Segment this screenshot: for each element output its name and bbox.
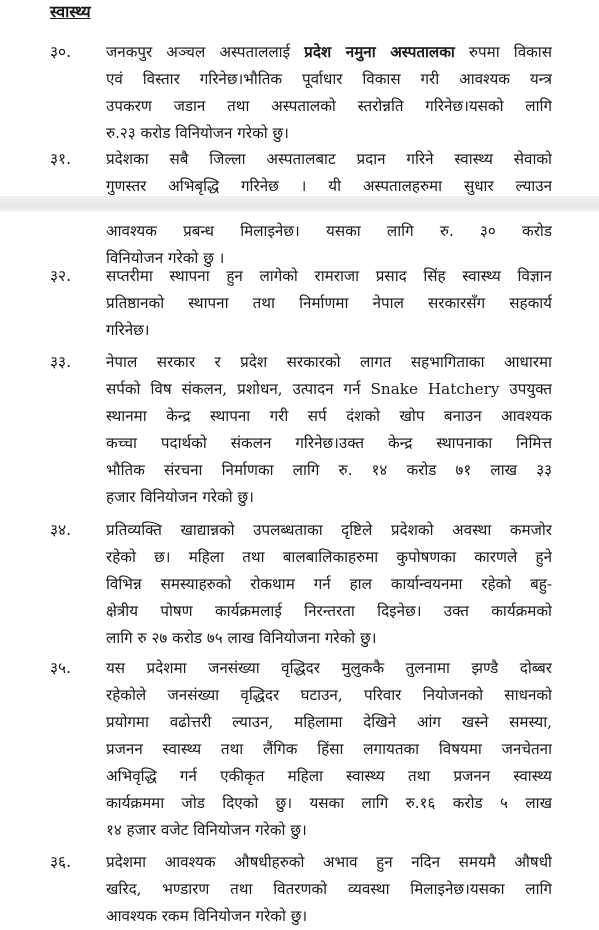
- paragraph-line: [106, 762, 552, 790]
- paragraph-number: ३०.: [50, 43, 72, 61]
- text-run: खरिद, भण्डारण तथा वितरणको व्यवस्था मिलाइनेछ।यसका लागि: [106, 880, 552, 898]
- text-run: भौतिक संरचना निर्माणका लागि रु. १४ करोड ७१ लाख ३३: [106, 461, 552, 479]
- paragraph-line: [106, 217, 552, 245]
- text-run: सर्पको विष संकलन, प्रशोधन, उत्पादन गर्न Snake Hatchery उपयुक्त: [106, 380, 552, 398]
- paragraph-line: [106, 65, 552, 93]
- paragraph-line: [106, 92, 552, 120]
- text-run: क्षेत्रीय पोषण कार्यक्रमलाई निरन्तरता दिइनेछ। उक्त कार्यक्रमको: [106, 602, 552, 620]
- paragraph-line: [106, 119, 552, 147]
- paragraph-number: ३२.: [50, 267, 72, 285]
- text-run: अभिवृद्धि गर्न एकीकृत महिला स्वास्थ्य तथा प्रजनन स्वास्थ्य: [106, 767, 552, 785]
- paragraph-line: [106, 681, 552, 709]
- text-run: कार्यक्रममा जोड दिएको छु। यसका लागि रु.१६ करोड ५ लाख: [106, 794, 552, 812]
- text-run: प्रयोगमा वढोत्तरी ल्याउन, महिलामा देखिने आंग खस्ने समस्या,: [106, 713, 552, 731]
- text-run: प्रतिष्ठानको स्थापना तथा निर्माणमा नेपाल सरकारसँग सहकार्य: [106, 294, 552, 312]
- text-run: जनकपुर अञ्चल अस्पताललाई: [106, 43, 305, 61]
- text-run: उपकरण जडान तथा अस्पतालको स्तरोन्नति गरिनेछ।यसको लागि: [106, 97, 552, 115]
- text-run: प्रजनन स्वास्थ्य तथा लैंगिक हिंसा लगायतका विषयमा जनचेतना: [106, 740, 552, 758]
- text-run: यस प्रदेशमा जनसंख्या वृद्धिदर मुलुककै तुलनामा झण्डै दोब्बर: [106, 659, 552, 677]
- paragraph-line: [106, 543, 552, 571]
- paragraph-number: ३६.: [50, 853, 72, 871]
- text-run: आवश्यक रकम विनियोजन गरेको छु।: [106, 907, 308, 925]
- paragraph-line: [106, 316, 552, 344]
- paragraph-number: ३५.: [50, 659, 72, 677]
- paragraph-line: [106, 483, 552, 511]
- text-run: प्रतिव्यक्ति खाद्यान्नको उपलब्धताका दृष्टिले प्रदेशको अवस्था कमजोर: [106, 521, 552, 539]
- bold-text-run: प्रदेश नमुना अस्पतालका: [304, 43, 455, 61]
- paragraph-line: [106, 456, 552, 484]
- text-run: रुपमा विकास: [454, 43, 552, 61]
- text-run: प्रदेशमा आवश्यक औषधीहरुको अभाव हुन नदिन समयमै औषधी: [106, 853, 552, 871]
- text-run: स्थानमा केन्द्र स्थापना गरी सर्प दंशको खोप बनाउन आवश्यक: [106, 407, 552, 425]
- text-run: रु.२३ करोड विनियोजन गरेको छु।: [106, 124, 289, 142]
- text-run: गरिनेछ।: [106, 321, 150, 339]
- paragraph-number: ३१.: [50, 150, 72, 168]
- text-run: एवं विस्तार गरिनेछ।भौतिक पूर्वाधार विकास गरी आवश्यक यन्त्र: [106, 70, 552, 88]
- paragraph-line: [106, 289, 552, 317]
- paragraph-number: ३३.: [50, 353, 72, 371]
- paragraph-line: [106, 402, 552, 430]
- text-run: हजार विनियोजन गरेको छु।: [106, 488, 254, 506]
- text-run: आवश्यक प्रबन्ध मिलाइनेछ। यसका लागि रु. ३० करोड: [106, 222, 552, 240]
- text-run: कच्चा पदार्थको संकलन गरिनेछ।उक्त केन्द्र स्थापनाका निमित्त: [106, 434, 552, 452]
- paragraph-number: ३४.: [50, 521, 72, 539]
- text-run: गुणस्तर अभिबृद्धि गरिनेछ । यी अस्पतालहरुमा सुधार ल्याउन: [106, 177, 552, 195]
- text-run: विभिन्न समस्याहरुको रोकथाम गर्न हाल कार्यान्वयनमा रहेको बहु-: [106, 575, 552, 593]
- paragraph-line: [106, 145, 552, 173]
- paragraph-line: [106, 708, 552, 736]
- paragraph-line: [106, 735, 552, 763]
- text-run: प्रदेशका सबै जिल्ला अस्पतालबाट प्रदान गरिने स्वास्थ्य सेवाको: [106, 150, 552, 168]
- paragraph-line: [106, 816, 552, 844]
- text-run: विनियोजन गरेको छु ।: [106, 249, 225, 267]
- text-run: रहेको छ। महिला तथा बालबालिकाहरुमा कुपोषणका कारणले हुने: [106, 548, 552, 566]
- section-heading: स्वास्थ्य: [50, 2, 91, 21]
- paragraph-line: [106, 875, 552, 903]
- paragraph-line: [106, 789, 552, 817]
- paragraph-line: [106, 38, 552, 66]
- paragraph-line: [106, 597, 552, 625]
- paragraph-line: [106, 375, 552, 403]
- text-run: रहेकोले जनसंख्या वृद्धिदर घटाउन, परिवार नियोजनको साधनको: [106, 686, 552, 704]
- paragraph-line: [106, 172, 552, 200]
- paragraph-line: [106, 624, 552, 652]
- text-run: लागि रु २७ करोड ७५ लाख विनियोजना गरेको छु।: [106, 629, 377, 647]
- paragraph-line: [106, 848, 552, 876]
- paragraph-line: [106, 262, 552, 290]
- paragraph-line: [106, 516, 552, 544]
- text-run: सप्तरीमा स्थापना हुन लागेको रामराजा प्रसाद सिंह स्वास्थ्य विज्ञान: [106, 267, 552, 285]
- text-run: नेपाल सरकार र प्रदेश सरकारको लागत सहभागिताका आधारमा: [106, 353, 552, 371]
- paragraph-line: [106, 570, 552, 598]
- paragraph-line: [106, 654, 552, 682]
- text-run: १४ हजार वजेट विनियोजन गरेको छु।: [106, 821, 307, 839]
- paragraph-line: [106, 429, 552, 457]
- paragraph-line: [106, 902, 552, 930]
- paragraph-line: [106, 348, 552, 376]
